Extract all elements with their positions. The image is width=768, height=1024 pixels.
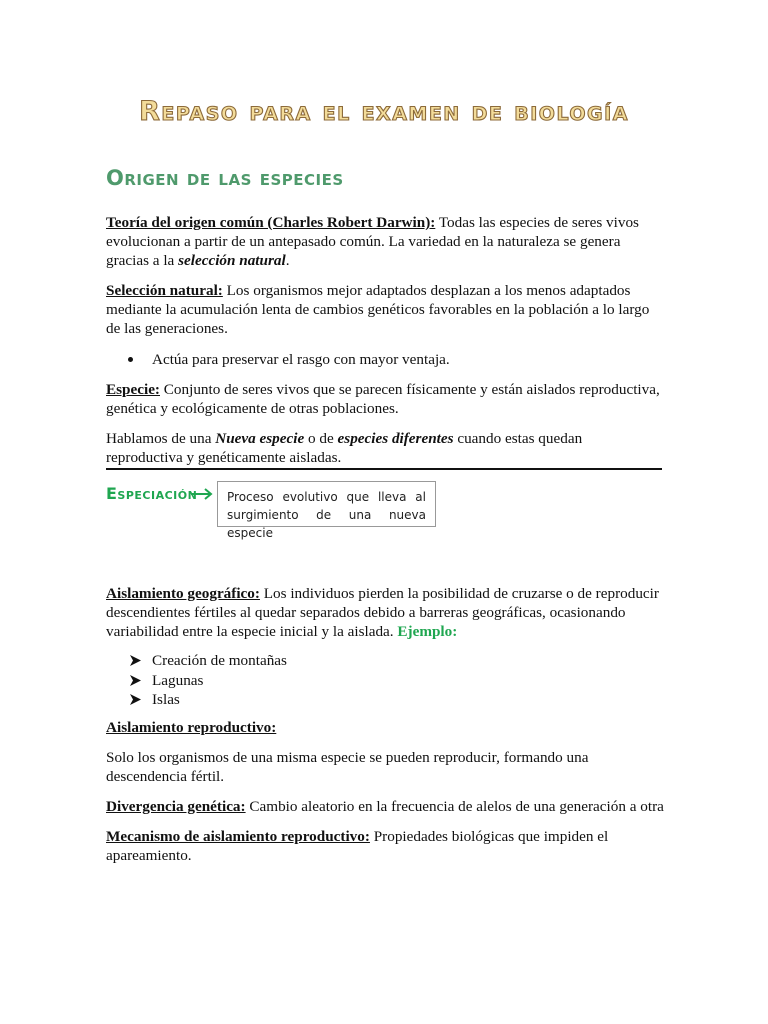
paragraph-mecanismo-aislamiento: [106, 827, 662, 865]
term-heading: Teoría del origen común (Charles Robert Darwin):: [106, 214, 436, 231]
example-label: Ejemplo:: [397, 623, 458, 640]
paragraph-text: .: [285, 252, 290, 269]
bullet-dot-icon: [128, 357, 133, 362]
term-heading: Selección natural:: [106, 282, 223, 299]
paragraph-text: Propiedades biológicas que impiden el apareamiento.: [106, 828, 609, 864]
paragraph-text: cuando estas quedan reproductiva y genéticamente aisladas.: [106, 430, 583, 466]
paragraph-text: Los individuos pierden la posibilidad de cruzarse o de reproducir descendientes fértiles al quedar separados debido a barreras geográficas, ocasionando variabilidad entre la especie inicial y la aislada.: [106, 585, 659, 640]
section-title: Origen de las especies: [106, 166, 344, 190]
horizontal-divider: [106, 468, 662, 470]
arrow-right-icon: [190, 487, 214, 501]
document-title: Repaso para el examen de biología: [139, 96, 629, 127]
term-heading: Especie:: [106, 381, 160, 398]
paragraph-text: Cambio aleatorio en la frecuencia de alelos de una generación a otra: [245, 798, 664, 815]
emphasis-text: especies diferentes: [337, 430, 454, 447]
term-heading: Aislamiento geográfico:: [106, 585, 260, 602]
paragraph-text: o de: [304, 430, 338, 447]
bullet-text: Actúa para preservar el rasgo con mayor ventaja.: [152, 351, 450, 368]
paragraph-seleccion-natural: [106, 281, 662, 338]
paragraph-aislamiento-reproductivo: Solo los organismos de una misma especie se pueden reproducir, formando una descendencia fértil.: [106, 749, 589, 785]
paragraph-text: Los organismos mejor adaptados desplazan a los menos adaptados mediante la acumulación lenta de cambios genéticos favorables en la población a lo largo de las generaciones.: [106, 282, 650, 337]
paragraph-text: Hablamos de una: [106, 430, 216, 447]
paragraph-origen-comun: [106, 213, 662, 270]
list-item-text: Creación de montañas: [152, 652, 287, 669]
arrowhead-bullet-icon: [130, 655, 141, 666]
term-heading: Divergencia genética:: [106, 798, 246, 815]
paragraph-text: Conjunto de seres vivos que se parecen físicamente y están aislados reproductiva, genética y ecológicamente de otras poblaciones.: [106, 381, 660, 417]
arrowhead-bullet-icon: [130, 694, 141, 705]
paragraph-text: Todas las especies de seres vivos evolucionan a partir de un antepasado común. La variedad en la naturaleza se genera gracias a la: [106, 214, 639, 269]
paragraph-aislamiento-geografico: [106, 584, 662, 641]
paragraph-divergencia-genetica: [106, 797, 686, 816]
paragraph-nueva-especie: [106, 429, 662, 467]
emphasis-text: selección natural: [178, 252, 286, 269]
term-heading: Aislamiento reproductivo:: [106, 719, 277, 736]
list-item-text: Lagunas: [152, 671, 204, 689]
term-heading: Mecanismo de aislamiento reproductivo:: [106, 828, 370, 845]
emphasis-text: Nueva especie: [215, 430, 305, 447]
list-item-text: Islas: [152, 691, 180, 708]
especiacion-label: Especiación: [106, 484, 198, 503]
arrowhead-bullet-icon: [130, 675, 141, 686]
paragraph-aislamiento-reproductivo-heading: [106, 718, 662, 737]
especiacion-definition-box: Proceso evolutivo que lleva al surgimiento de una nueva especie: [217, 481, 436, 527]
paragraph-especie: [106, 380, 662, 418]
